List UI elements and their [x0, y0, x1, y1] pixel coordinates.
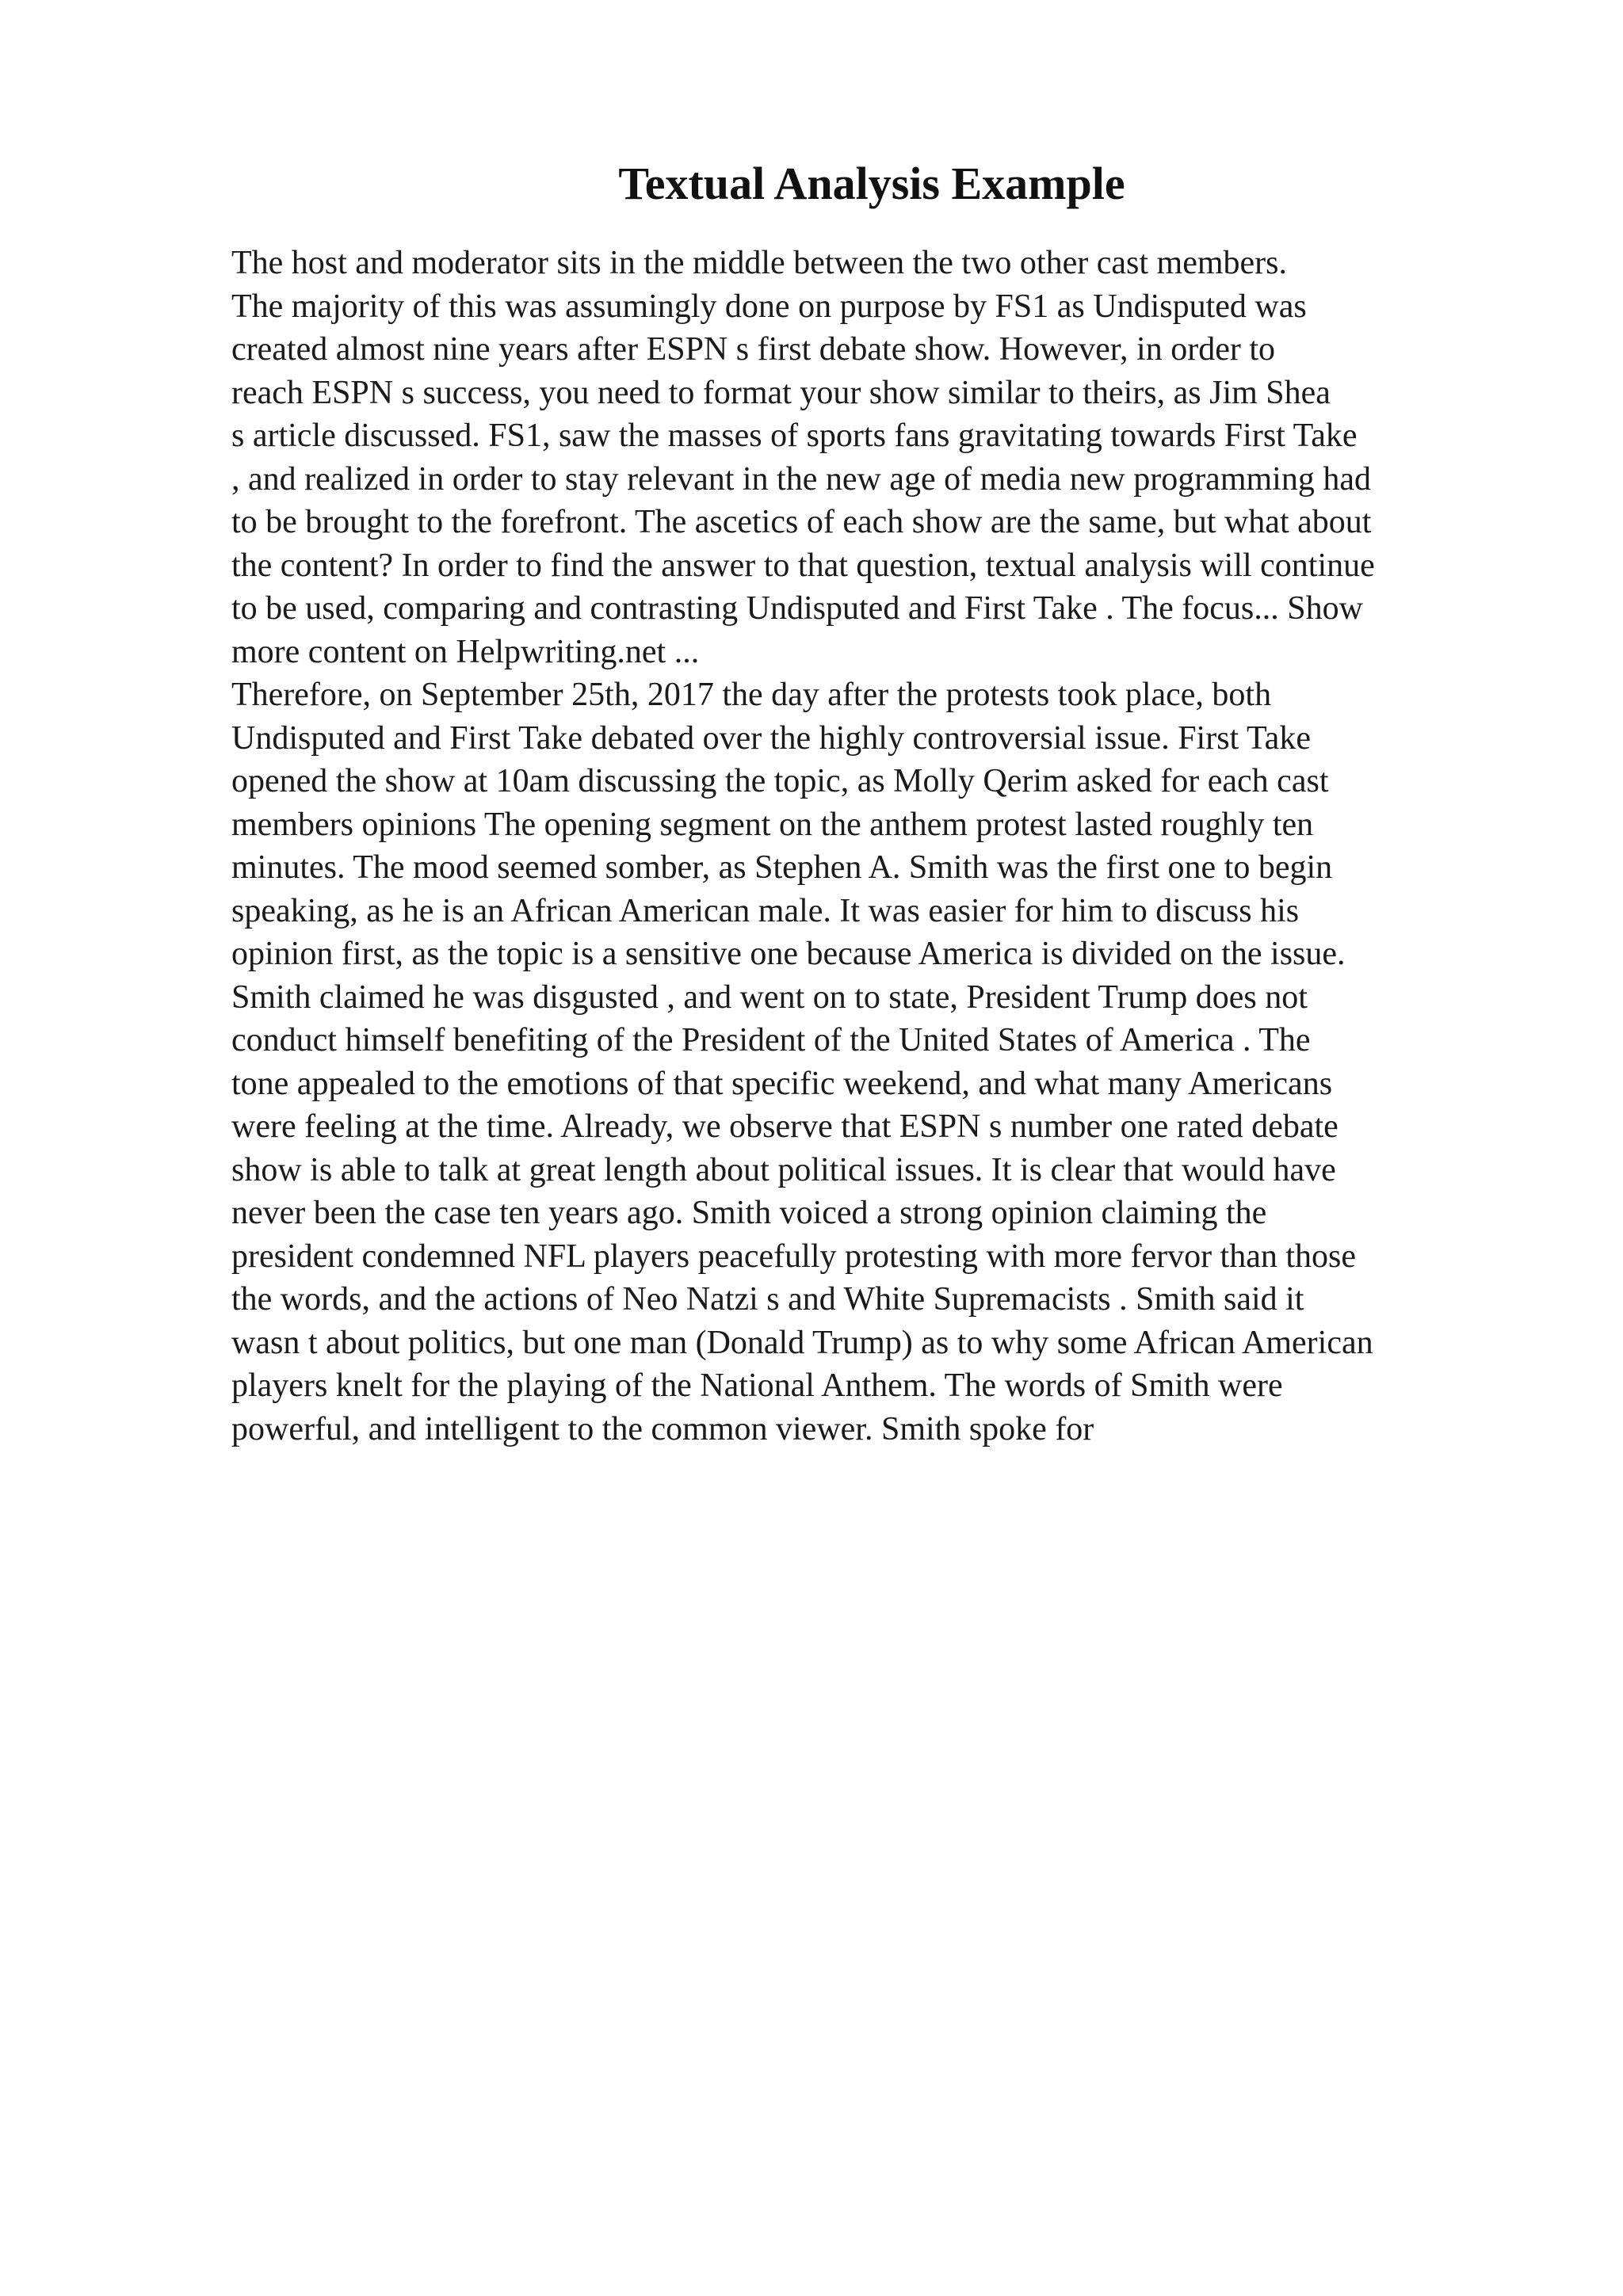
body-line: powerful, and intelligent to the common viewer. Smith spoke for: [231, 1410, 1094, 1447]
body-line: created almost nine years after ESPN s first debate show. However, in order to: [231, 331, 1276, 368]
body-line: never been the case ten years ago. Smith voiced a strong opinion claiming the: [231, 1195, 1267, 1231]
body-line: to be brought to the forefront. The ascetics of each show are the same, but what about: [231, 504, 1372, 540]
body-line: members opinions The opening segment on the anthem protest lasted roughly ten: [231, 806, 1314, 843]
body-line: wasn t about politics, but one man (Donald Trump) as to why some African American: [231, 1324, 1373, 1361]
body-line: players knelt for the playing of the National Anthem. The words of Smith were: [231, 1367, 1283, 1404]
body-line: Smith claimed he was disgusted , and went on to state, President Trump does not: [231, 978, 1308, 1016]
document-title: Textual Analysis Example: [618, 158, 1125, 209]
body-line: president condemned NFL players peacefully protesting with more fervor than those: [231, 1238, 1357, 1275]
body-line: to be used, comparing and contrasting Undisputed and First Take . The focus... Show: [231, 590, 1363, 627]
body-line: tone appealed to the emotions of that specific weekend, and what many Americans: [231, 1065, 1333, 1102]
body-line: s article discussed. FS1, saw the masses of sports fans gravitating towards First Take: [231, 418, 1358, 454]
body-line: the words, and the actions of Neo Natzi s and White Supremacists . Smith said it: [231, 1281, 1304, 1318]
body-line: conduct himself benefiting of the President of the United States of America . The: [231, 1022, 1311, 1058]
document-body: [231, 242, 1594, 1451]
body-line: more content on Helpwriting.net ...: [231, 633, 700, 670]
body-line: were feeling at the time. Already, we observe that ESPN s number one rated debate: [231, 1108, 1338, 1145]
body-line: Undisputed and First Take debated over the highly controversial issue. First Take: [231, 719, 1311, 757]
body-line: opinion first, as the topic is a sensitive one because America is divided on the issue.: [231, 936, 1346, 972]
body-line: The majority of this was assumingly done on purpose by FS1 as Undisputed was: [231, 288, 1307, 325]
body-line: show is able to talk at great length about political issues. It is clear that would have: [231, 1151, 1336, 1188]
body-line: the content? In order to find the answer to that question, textual analysis will continue: [231, 547, 1375, 584]
body-line: reach ESPN s success, you need to format your show similar to theirs, as Jim Shea: [231, 374, 1331, 411]
body-line: minutes. The mood seemed somber, as Stephen A. Smith was the first one to begin: [231, 849, 1333, 886]
body-line: , and realized in order to stay relevant in the new age of media new programming had: [231, 460, 1371, 498]
body-line: The host and moderator sits in the middle between the two other cast members.: [231, 245, 1287, 281]
body-line: speaking, as he is an African American male. It was easier for him to discuss his: [231, 892, 1300, 929]
body-line: Therefore, on September 25th, 2017 the day after the protests took place, both: [231, 677, 1272, 713]
body-line: opened the show at 10am discussing the topic, as Molly Qerim asked for each cast: [231, 763, 1329, 799]
